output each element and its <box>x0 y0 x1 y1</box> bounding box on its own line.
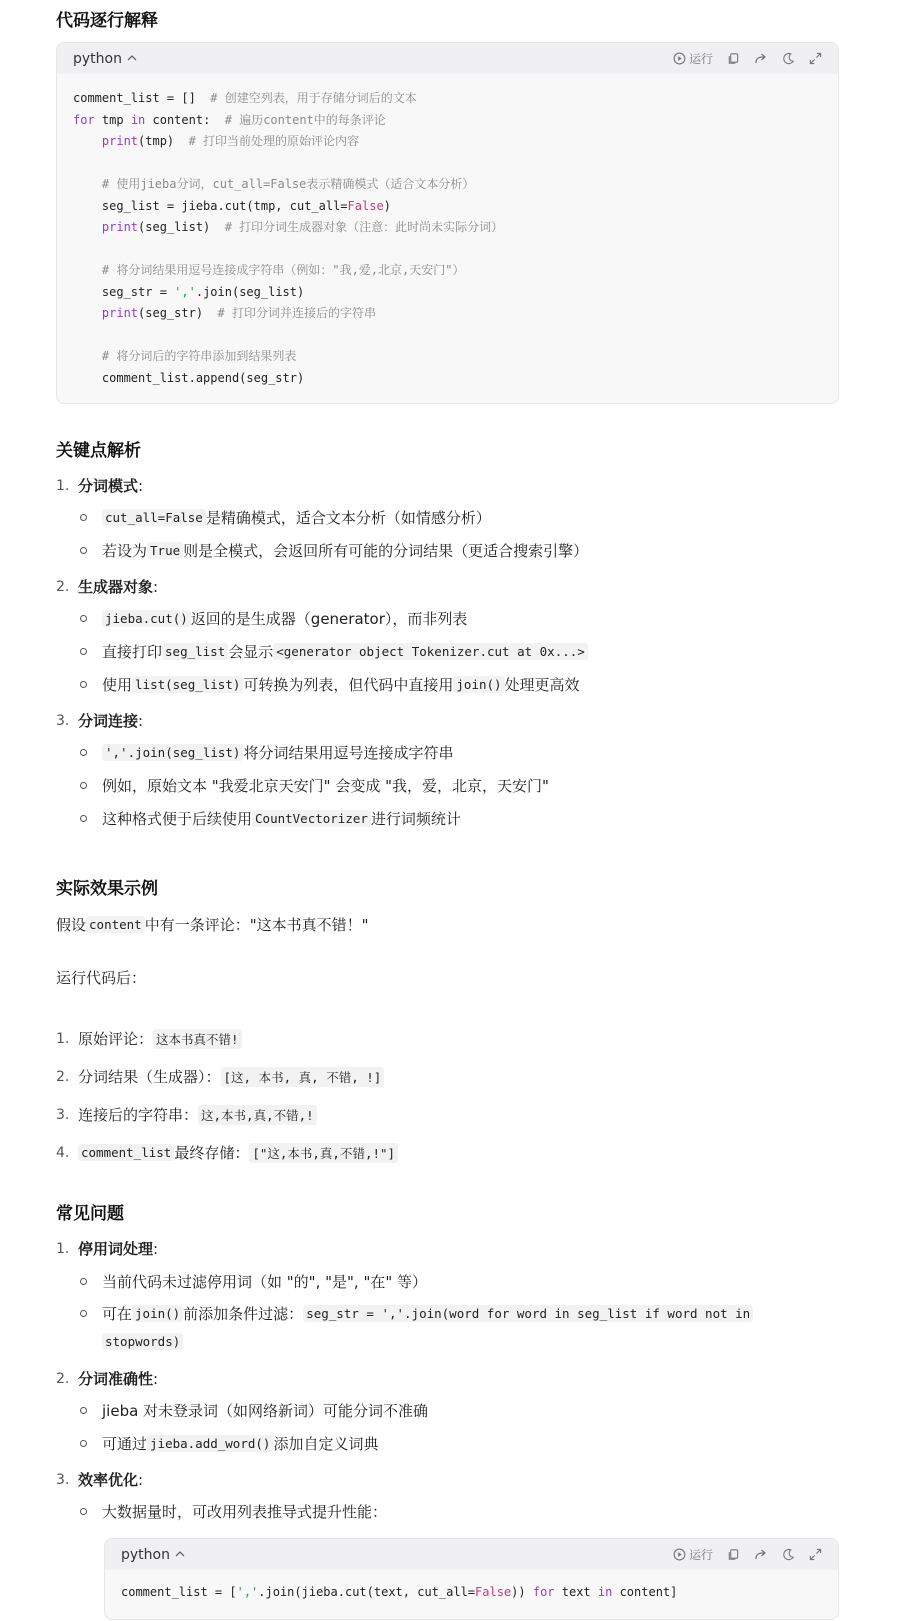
list-item <box>56 710 143 731</box>
code-content[interactable] <box>105 1570 838 1604</box>
list-item <box>56 1238 158 1259</box>
bullet-text: jieba 对未登录词（如网络新词）可能分词不准确 <box>102 1402 429 1420</box>
colon: : <box>153 577 159 596</box>
bullet-text: 添加自定义词典 <box>273 1435 379 1453</box>
list-number: 2. <box>56 1370 70 1387</box>
item-label: 分词结果（生成器）： <box>78 1068 221 1086</box>
section-title-key-points: 关键点解析 <box>56 441 141 461</box>
code-line: seg_str = ','.join(seg_list) <box>73 284 305 299</box>
list-item <box>56 1368 158 1389</box>
code-line: seg_list = jieba.cut(tmp, cut_all=False) <box>73 198 391 213</box>
bullet-icon <box>80 615 87 622</box>
code-line: print(seg_list) # 打印分词生成器对象（注意：此时尚未实际分词） <box>101 220 504 234</box>
share-button[interactable] <box>754 52 768 65</box>
expand-icon <box>809 1548 822 1561</box>
list-number: 1. <box>56 1240 70 1257</box>
list-item <box>56 1066 384 1087</box>
code-line: # 将分词结果用逗号连接成字符串（例如："我,爱,北京,天安门"） <box>101 263 465 277</box>
inline-code: <generator object Tokenizer.cut at 0x...> <box>273 643 588 660</box>
assume-paragraph <box>56 914 369 935</box>
inline-code: 这,本书,真,不错,! <box>198 1105 317 1125</box>
bullet-text: 若设为 <box>102 542 148 560</box>
bullet-item <box>80 808 461 829</box>
bullet-item <box>80 1271 427 1292</box>
run-button[interactable] <box>673 1546 713 1563</box>
list-item <box>56 475 143 496</box>
language-toggle[interactable] <box>121 1547 185 1563</box>
theme-toggle-button[interactable] <box>782 52 795 65</box>
moon-icon <box>782 52 795 65</box>
bullet-item <box>80 1303 753 1324</box>
item-label: 连接后的字符串： <box>78 1106 199 1124</box>
play-circle-icon <box>673 1548 686 1561</box>
bullet-icon <box>80 648 87 655</box>
inline-code: True <box>147 542 183 559</box>
item-title: 生成器对象 <box>78 578 154 596</box>
bullet-text: 使用 <box>102 676 133 694</box>
code-line: print(seg_str) # 打印分词并连接后的字符串 <box>101 306 376 320</box>
bullet-icon <box>80 1278 87 1285</box>
bullet-text: 则是全模式，会返回所有可能的分词结果（更适合搜索引擎） <box>183 542 589 560</box>
item-title: 分词模式 <box>78 477 139 495</box>
after-run-paragraph: 运行代码后： <box>56 969 147 987</box>
list-item <box>56 1142 398 1163</box>
colon: : <box>153 1239 159 1258</box>
colon: : <box>138 1470 144 1489</box>
item-title: 分词连接 <box>78 712 139 730</box>
play-circle-icon <box>673 52 686 65</box>
bullet-icon <box>80 1508 87 1515</box>
bullet-text: 可转换为列表，但代码中直接用 <box>243 676 454 694</box>
code-line: comment_list = [] # 创建空列表，用于存储分词后的文本 <box>73 91 417 105</box>
bullet-icon <box>80 514 87 521</box>
list-number: 3. <box>56 712 70 729</box>
code-block-header <box>105 1539 838 1570</box>
inline-code: join() <box>453 676 504 693</box>
code-block-header <box>57 43 838 74</box>
bullet-icon <box>80 547 87 554</box>
paragraph-text: 中有一条评论："这本书真不错！" <box>144 916 369 934</box>
run-label: 运行 <box>688 1548 713 1562</box>
list-number: 2. <box>56 578 70 595</box>
bullet-text: 当前代码未过滤停用词（如 "的", "是", "在" 等） <box>102 1273 428 1291</box>
inline-code: CountVectorizer <box>252 810 371 827</box>
bullet-text: 可在 <box>102 1305 133 1323</box>
code-line: print(tmp) # 打印当前处理的原始评论内容 <box>101 134 360 148</box>
code-line: comment_list.append(seg_str) <box>73 370 305 385</box>
list-number: 1. <box>56 477 70 494</box>
list-item <box>56 1104 317 1125</box>
bullet-item <box>80 742 453 763</box>
inline-code: content <box>86 916 145 933</box>
code-content[interactable] <box>57 74 838 389</box>
item-title: 分词准确性 <box>78 1370 154 1388</box>
list-item <box>56 1469 143 1490</box>
share-arrow-icon <box>754 52 768 65</box>
colon: : <box>153 1369 159 1388</box>
list-item <box>56 576 158 597</box>
expand-button[interactable] <box>809 52 822 65</box>
inline-code: join() <box>132 1305 183 1322</box>
bullet-icon <box>80 815 87 822</box>
inline-code: jieba.add_word() <box>147 1435 273 1452</box>
bullet-icon <box>80 681 87 688</box>
bullet-icon <box>80 1407 87 1414</box>
share-button[interactable] <box>754 1548 768 1561</box>
chevron-up-icon <box>175 1547 185 1560</box>
code-block <box>104 1538 839 1620</box>
expand-icon <box>809 52 822 65</box>
code-line: for tmp in content: # 遍历content中的每条评论 <box>73 112 386 127</box>
share-arrow-icon <box>754 1548 768 1561</box>
bullet-icon <box>80 782 87 789</box>
bullet-text: 将分词结果用逗号连接成字符串 <box>243 744 454 762</box>
item-title: 停用词处理 <box>78 1240 154 1258</box>
moon-icon <box>782 1548 795 1561</box>
bullet-text: 处理更高效 <box>504 676 580 694</box>
copy-icon <box>727 1548 740 1561</box>
bullet-item <box>80 540 588 561</box>
bullet-icon <box>80 749 87 756</box>
list-item <box>56 1028 242 1049</box>
expand-button[interactable] <box>809 1548 822 1561</box>
inline-code: list(seg_list) <box>132 676 243 693</box>
bullet-text: 大数据量时，可改用列表推导式提升性能： <box>102 1503 388 1521</box>
run-button[interactable] <box>673 50 713 67</box>
item-label: 原始评论： <box>78 1030 154 1048</box>
chevron-up-icon <box>127 51 137 64</box>
paragraph-text: 假设 <box>56 916 87 934</box>
bullet-item <box>80 641 588 662</box>
section-title-faq: 常见问题 <box>56 1204 124 1224</box>
bullet-icon <box>80 1440 87 1447</box>
bullet-text: 例如，原始文本 "我爱北京天安门" 会变成 "我，爱，北京，天安门" <box>102 777 549 795</box>
inline-code: 这本书真不错! <box>153 1029 242 1049</box>
inline-code: seg_list <box>162 643 228 660</box>
bullet-item <box>80 608 467 629</box>
list-number: 4. <box>56 1144 70 1161</box>
list-number: 3. <box>56 1471 70 1488</box>
copy-icon <box>727 52 740 65</box>
colon: : <box>138 711 144 730</box>
code-block <box>56 42 839 404</box>
bullet-icon <box>80 1310 87 1317</box>
item-label: 最终存储： <box>174 1144 250 1162</box>
bullet-text: 返回的是生成器（generator），而非列表 <box>190 610 468 628</box>
bullet-text: 这种格式便于后续使用 <box>102 810 253 828</box>
language-label: python <box>73 50 122 67</box>
bullet-item <box>80 1400 428 1421</box>
inline-code: seg_str = ','.join(word for word in seg_list if word not in <box>303 1305 753 1322</box>
section-title-line-by-line: 代码逐行解释 <box>56 11 158 31</box>
bullet-item <box>80 674 580 695</box>
list-number: 2. <box>56 1068 70 1085</box>
inline-code: stopwords) <box>102 1333 183 1350</box>
colon: : <box>138 476 144 495</box>
bullet-text: 前添加条件过滤： <box>183 1305 304 1323</box>
bullet-continuation <box>102 1333 183 1350</box>
item-title: 效率优化 <box>78 1471 139 1489</box>
inline-code: ','.join(seg_list) <box>102 744 243 761</box>
bullet-text: 是精确模式，适合文本分析（如情感分析） <box>205 509 491 527</box>
list-number: 3. <box>56 1106 70 1123</box>
inline-code: [这, 本书, 真, 不错, !] <box>221 1067 385 1087</box>
bullet-item <box>80 1501 387 1522</box>
bullet-text: 直接打印 <box>102 643 163 661</box>
bullet-item <box>80 507 491 528</box>
inline-code: ["这,本书,真,不错,!"] <box>249 1143 398 1163</box>
theme-toggle-button[interactable] <box>782 1548 795 1561</box>
language-toggle[interactable] <box>73 51 137 67</box>
list-number: 1. <box>56 1030 70 1047</box>
inline-code: cut_all=False <box>102 509 206 526</box>
bullet-item <box>80 775 549 796</box>
code-line: comment_list = [','.join(jieba.cut(text, cut_all=False)) for text in content] <box>121 1585 678 1599</box>
bullet-text: 可通过 <box>102 1435 148 1453</box>
copy-button[interactable] <box>727 1548 740 1561</box>
run-label: 运行 <box>688 52 713 66</box>
bullet-text: 会显示 <box>228 643 274 661</box>
language-label: python <box>121 1546 170 1563</box>
inline-code: comment_list <box>78 1144 174 1161</box>
copy-button[interactable] <box>727 52 740 65</box>
bullet-item <box>80 1433 378 1454</box>
code-line: # 将分词后的字符串添加到结果列表 <box>101 349 297 363</box>
section-title-example: 实际效果示例 <box>56 879 158 899</box>
inline-code: jieba.cut() <box>102 610 191 627</box>
code-line: # 使用jieba分词，cut_all=False表示精确模式（适合文本分析） <box>101 177 475 191</box>
bullet-text: 进行词频统计 <box>370 810 461 828</box>
